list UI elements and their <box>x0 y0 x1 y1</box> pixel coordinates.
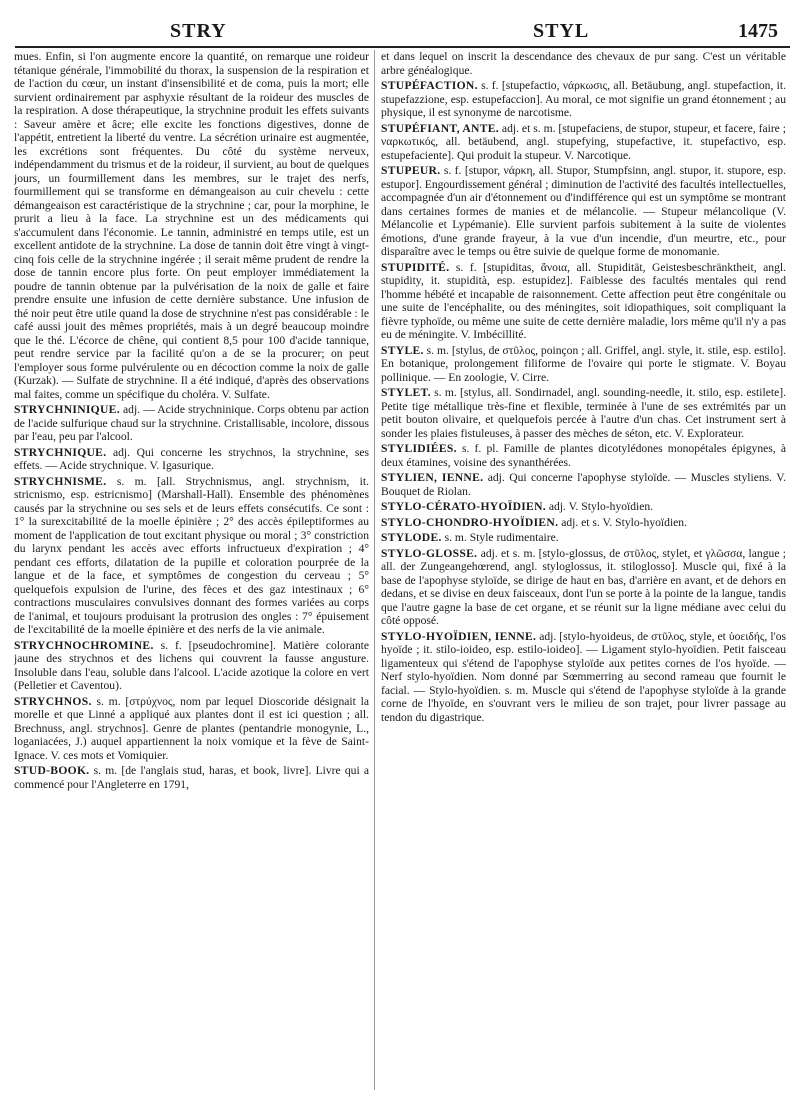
entry-text: s. m. [de l'anglais stud, haras, et book, livre]. Livre qui a commencé pour l'Angleterre en 1791, <box>14 764 369 791</box>
dictionary-entry <box>14 764 369 791</box>
entry-headword: STRYCHNIQUE. <box>14 445 107 459</box>
entry-headword: STRYCHNOS. <box>14 694 92 708</box>
entry-headword: STUPEUR. <box>381 164 441 177</box>
entry-text: s. m. [all. Strychnismus, angl. strychnism, it. stricnismo, esp. estricnismo] (Marshall-Hall). Ensemble des phénomènes causés par la strychnine ou ses sels et de leurs effets consécutifs. Ce sont : 1° la surexcitabilité de la moelle épinière ; 2° des accès épileptiformes au moment de l'application de tout excitant physique ou moral ; 3° constriction du larynx pendant les accès avec efforts infructueux d'expiration ; 4° pendant ces efforts, dilatation de la pupille et coloration pourprée de la langue et de la face, et symptômes de congestion du cerveau ; 5° quelquefois expulsion de l'urine, des fèces et des gaz intestinaux ; 6° contractions musculaires convulsives donnant des formes variées au corps de l'animal, et toujours produisant la protrusion des ongles : 7° épuisement de l'excitabilité de la moelle épinière et des nerfs de la vie animale. <box>14 474 369 636</box>
dictionary-entry <box>381 531 786 545</box>
dictionary-entry <box>381 547 786 628</box>
dictionary-entry <box>381 630 786 725</box>
entry-headword: STUPÉFIANT, ANTE. <box>381 121 499 135</box>
dictionary-entry <box>381 500 786 514</box>
column-divider <box>374 50 375 1090</box>
entry-text: adj. Qui concerne l'apophyse styloïde. — Muscles styliens. V. Bouquet de Riolan. <box>381 471 786 498</box>
dictionary-entry <box>381 79 786 120</box>
dictionary-entry <box>14 50 369 401</box>
dictionary-entry <box>14 446 369 473</box>
entry-text: adj. V. Stylo-hyoïdien. <box>548 500 654 513</box>
entry-text: s. m. Style rudimentaire. <box>444 531 559 544</box>
entry-text: s. f. [pseudochromine]. Matière colorante jaune des strychnos et des lichens qui couvrent la fausse angusture. Insoluble dans l'eau, soluble dans l'alcool. L'acide azotique la colore en vert (Pelletier et Caventou). <box>14 638 369 692</box>
page-number: 1475 <box>738 20 778 42</box>
dictionary-entry <box>381 471 786 498</box>
entry-text: s. m. [στρύχνος, nom par lequel Dioscoride désignait la morelle et que Linné a appliqué aux plantes dont il est ici question ; all. Brechnuss, angl. strychnos]. Genre de plantes (pentandrie monogynie, L., loganiacées, J.) auquel appartiennent la noix vomique et la fève de Saint-Ignace. V. ces mots et Vomiquier. <box>14 694 369 762</box>
entry-headword: STYLO-GLOSSE. <box>381 546 478 560</box>
entry-headword: STUPÉFACTION. <box>381 79 478 92</box>
entry-text: et dans lequel on inscrit la descendance des chevaux de pur sang. C'est un véritable arbre généalogique. <box>381 50 786 77</box>
entry-text: s. f. [stupor, νάρκη, all. Stupor, Stumpfsinn, angl. stupor, it. stupore, esp. estupor]. Engourdissement général ; diminution de l'activité des facultés intellectuelles, accompagnée d'un air d'étonnement ou d'indifférence qui est un symptôme se montrant dans certaines formes de manies et de mélancolie. — Stupeur mélancolique (V. Mélancolie et Lypémanie). Elle survient parfois subitement à la suite de violentes émotions, d'une grande frayeur, à la vue d'un incendie, d'un meurtre, etc., pour disparaître avec le temps ou être suivie de quelque forme de monomanie. <box>381 164 786 258</box>
entry-text: adj. et s. V. Stylo-hyoïdien. <box>561 515 688 529</box>
entry-headword: STRYCHNINIQUE. <box>14 403 120 416</box>
right-column <box>381 50 786 1090</box>
entry-headword: STYLET. <box>381 386 431 399</box>
entry-text: s. m. [stylus, de στῦλος, poinçon ; all. Griffel, angl. style, it. stile, esp. estilo]. En botanique, prolongement filiforme de l'ovaire qui porte le stigmate. V. Boyau pollinique. — En zoologie, V. Cirre. <box>381 343 786 384</box>
dictionary-entry <box>381 122 786 163</box>
dictionary-entry <box>14 403 369 444</box>
dictionary-entry <box>381 442 786 469</box>
dictionary-entry <box>14 639 369 693</box>
entry-text: s. f. pl. Famille de plantes dicotylédones monopétales épigynes, à deux étamines, voisine des synanthérées. <box>381 442 786 469</box>
header-left-word: STRY <box>170 20 227 42</box>
dictionary-entry <box>381 164 786 259</box>
entry-headword: STRYCHNISME. <box>14 474 107 488</box>
dictionary-entry <box>381 50 786 77</box>
entry-headword: STUD-BOOK. <box>14 764 90 777</box>
entry-headword: STYLO-CÉRATO-HYOÏDIEN. <box>381 500 546 513</box>
header-rule <box>15 46 790 48</box>
entry-headword: STUPIDITÉ. <box>381 260 450 274</box>
dictionary-entry <box>381 344 786 385</box>
entry-headword: STYLO-CHONDRO-HYOÏDIEN. <box>381 515 559 529</box>
entry-headword: STRYCHNOCHROMINE. <box>14 638 154 652</box>
entry-text: adj. [stylo-hyoideus, de στῦλος, style, et ὑοειδής, l'os hyoïde ; it. stilo-ioideo, esp. estilo-ioideo]. — Ligament stylo-hyoïdien. Petit faisceau ligamenteux qui s'étend de l'apophyse styloïde aux petites cornes de l'os hyoïde. — Nerf stylo-hyoïdien. Nom donné par Sœmmerring au second rameau que fournit le facial. — Stylo-hyoïdien. s. m. Muscle qui s'étend de l'apophyse styloïde à la grande corne de l'hyoïde, en s'ouvrant vers le milieu de son trajet, pour livrer passage au tendon du digastrique. <box>381 629 786 724</box>
left-column <box>14 50 369 1090</box>
running-header <box>0 20 800 48</box>
entry-text: adj. Qui concerne les strychnos, la strychnine, ses effets. — Acide strychnique. V. Igasurique. <box>14 445 369 472</box>
entry-text: s. m. [stylus, all. Sondirnadel, angl. sounding-needle, it. stilo, esp. estilete]. Petite tige métallique très-fine et flexible, terminée à l'une de ses extrémités par un petit bouton olivaire, et quelquefois percée à l'autre d'un chas. Cet instrument sert à sonder les plaies fistuleuses, à passer des mèches de séton, etc. V. Explorateur. <box>381 386 786 440</box>
dictionary-entry <box>381 261 786 342</box>
dictionary-entry <box>381 516 786 530</box>
entry-text: mues. Enfin, si l'on augmente encore la quantité, on remarque une roideur tétanique générale, l'immobilité du thorax, la suspension de la respiration et de l'action du cœur, un instant d'insensibilité et de coma, puis la mort; elle survient ordinairement par asphyxie résultant de la roideur des muscles de la respiration. A dose thérapeutique, la strychnine produit les effets suivants : Saveur amère et âcre; elle excite les fonctions digestives, donne de l'appétit, entretient la liberté du ventre. La sécrétion urinaire est augmentée, les excrétions sont fréquentes. Du côté du système nerveux, indépendamment du trismus et de la roideur, il survient, au bout de quelques jours, un fourmillement dans les membres, sur le trajet des nerfs, fourmillement qui se transforme en démangeaison au cuir chevelu : cette démangeaison est caractéristique de la strychnine ; car, pour la morphine, le prurit a lieu à la face. La strychnine est un des médicaments qui s'accumulent dans l'économie. Le tannin, administré en temps utile, est un excellent antidote de la strychnine. La dose de tannin doit être vingt à vingt-cinq fois celle de la strychnine ingérée ; il serait même prudent de rendre la dose de tannin encore plus forte. On peut employer immédiatement la poudre de tannin obtenue par la pulvérisation de la noix de galle et faire prendre ensuite une infusion de cette dernière substance. Une infusion de thé noir peut être utile quand la dose de strychnine n'est pas considérable : le café aussi jouit des mêmes propriétés, mais à un degré beaucoup moindre que le thé. L'écorce de chêne, qui contient 8,5 pour 100 d'acide tannique, peut rendre service par la facilité qu'on a de se la procurer; on peut l'employer sous forme pulvérulente ou en décoction comme la noix de galle (Kurzak). — Sulfate de strychnine. Il a été indiqué, d'après des observations mal faites, comme un spécifique du choléra. V. Sulfate. <box>14 50 369 401</box>
dictionary-entry <box>381 386 786 440</box>
entry-text: adj. et s. m. [stupefaciens, de stupor, stupeur, et facere, faire ; ναρκωτικός, all. betäubend, angl. stupefying, stupefactive, it. stupefactivo, esp. estupefaciente]. Qui produit la stupeur. V. Narcotique. <box>381 121 786 162</box>
entry-text: adj. et s. m. [stylo-glossus, de στῦλος, stylet, et γλῶσσα, langue ; all. der Zungeangehœrend, angl. styloglossus, it. stiloglosso]. Muscle qui, fixé à la base de l'apophyse styloïde, se dirige de haut en bas, d'arrière en avant, et de dehors en dedans, et se divise en deux faisceaux, dont l'un se porte à la pointe de la langue, tandis que l'autre gagne la base de cet organe, et se réunit sur la ligne médiane avec celui du côté opposé. <box>381 546 786 627</box>
entry-headword: STYLIEN, IENNE. <box>381 471 484 484</box>
dictionary-entry <box>14 695 369 763</box>
entry-headword: STYLO-HYOÏDIEN, IENNE. <box>381 629 537 643</box>
entry-headword: STYLE. <box>381 343 424 357</box>
entry-text: s. f. [stupefactio, νάρκωσις, all. Betäubung, angl. stupefaction, it. stupefazzione, esp. estupefaccion]. Au moral, ce mot signifie un grand étonnement ; au physique, il est synonyme de narcotisme. <box>381 79 786 119</box>
entry-headword: STYLIDIÉES. <box>381 442 457 455</box>
dictionary-entry <box>14 475 369 637</box>
header-center-word: STYL <box>533 20 590 42</box>
entry-text: s. f. [stupiditas, ἄνοια, all. Stupidität, Geistesbeschränktheit, angl. stupidity, it. stupidità, esp. estupidez]. Faiblesse des facultés mentales qui rend l'homme hébété et incapable de raisonnement. Cette affection peut être congénitale ou une suite de l'encéphalite, ou des méningites, soit idiopathiques, soit compliquant la fièvre typhoïde, ou même une suite de cette dernière maladie, lors même qu'il n'y a pas eu de méningite. V. Imbécillité. <box>381 260 786 341</box>
entry-text: adj. — Acide strychninique. Corps obtenu par action de l'acide sulfurique chaud sur la strychnine. Cristallisable, incolore, dissous par l'eau, peu par l'alcool. <box>14 403 369 443</box>
entry-headword: STYLODE. <box>381 531 442 544</box>
